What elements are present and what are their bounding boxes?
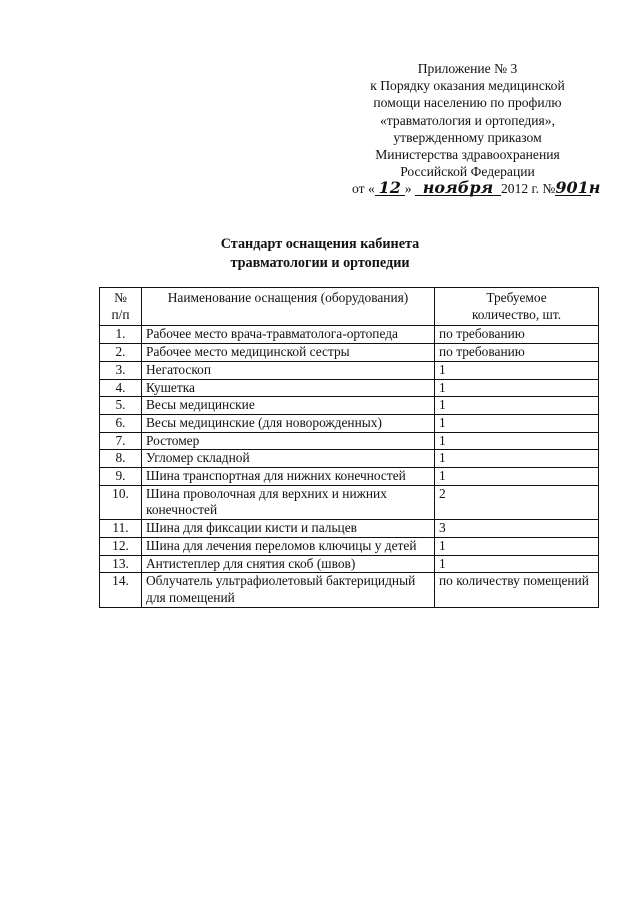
row-name: Негатоскоп xyxy=(142,361,435,379)
header-quantity xyxy=(435,288,599,326)
row-quantity: 1 xyxy=(435,555,599,573)
appendix-line: Министерства здравоохранения xyxy=(375,147,560,163)
order-number-handwritten: 901н xyxy=(555,178,601,198)
header-number-line1: № xyxy=(114,290,127,305)
table-row xyxy=(100,520,599,538)
row-quantity: по требованию xyxy=(435,344,599,362)
table-row xyxy=(100,555,599,573)
row-quantity: 1 xyxy=(435,397,599,415)
row-name: Весы медицинские xyxy=(142,397,435,415)
order-date-line xyxy=(330,180,605,197)
table-row xyxy=(100,379,599,397)
table-row xyxy=(100,432,599,450)
row-number: 9. xyxy=(100,468,142,486)
row-name: Облучатель ультрафиолетовый бактерицидный для помещений xyxy=(142,573,435,607)
title-line-2: травматологии и ортопедии xyxy=(230,254,410,271)
table-row xyxy=(100,485,599,519)
appendix-line: Российской Федерации xyxy=(400,164,535,180)
row-number: 10. xyxy=(100,485,142,519)
row-name: Угломер складной xyxy=(142,450,435,468)
row-number: 2. xyxy=(100,344,142,362)
row-name: Шина для фиксации кисти и пальцев xyxy=(142,520,435,538)
order-day-handwritten: 12 xyxy=(375,181,405,196)
header-quantity-line2: количество, шт. xyxy=(471,306,562,322)
appendix-line: «травматология и ортопедия», xyxy=(380,112,555,128)
appendix-line: помощи населению по профилю xyxy=(373,95,562,111)
row-name: Ростомер xyxy=(142,432,435,450)
row-quantity: по требованию xyxy=(435,326,599,344)
row-quantity: по количеству помещений xyxy=(435,573,599,607)
appendix-line: утвержденному приказом xyxy=(393,129,542,145)
header-quantity-line1: Требуемое xyxy=(486,290,547,305)
table-row xyxy=(100,326,599,344)
row-number: 1. xyxy=(100,326,142,344)
table-row xyxy=(100,450,599,468)
order-prefix: от « xyxy=(352,181,375,197)
header-number xyxy=(100,288,142,326)
table-row xyxy=(100,414,599,432)
row-number: 6. xyxy=(100,414,142,432)
row-quantity: 1 xyxy=(435,432,599,450)
row-number: 13. xyxy=(100,555,142,573)
row-quantity: 1 xyxy=(435,414,599,432)
table-row xyxy=(100,573,599,607)
table-row xyxy=(100,361,599,379)
row-quantity: 1 xyxy=(435,450,599,468)
row-quantity: 1 xyxy=(435,379,599,397)
row-name: Шина транспортная для нижних конечностей xyxy=(142,468,435,486)
row-quantity: 1 xyxy=(435,361,599,379)
header-number-line2: п/п xyxy=(111,306,130,322)
order-year-text: 2012 г. № xyxy=(500,181,556,197)
row-name: Шина для лечения переломов ключицы у детей xyxy=(142,537,435,555)
row-name: Весы медицинские (для новорожденных) xyxy=(142,414,435,432)
row-name: Рабочее место медицинской сестры xyxy=(142,344,435,362)
row-number: 12. xyxy=(100,537,142,555)
order-month-handwritten: ноября xyxy=(415,181,501,196)
row-quantity: 2 xyxy=(435,485,599,519)
appendix-line: к Порядку оказания медицинской xyxy=(370,78,565,94)
row-name: Шина проволочная для верхних и нижних конечностей xyxy=(142,485,435,519)
appendix-header xyxy=(330,60,605,198)
row-quantity: 1 xyxy=(435,468,599,486)
row-number: 5. xyxy=(100,397,142,415)
row-number: 8. xyxy=(100,450,142,468)
row-name: Кушетка xyxy=(142,379,435,397)
row-quantity: 1 xyxy=(435,537,599,555)
title-line-1: Стандарт оснащения кабинета xyxy=(220,236,420,252)
appendix-line: Приложение № 3 xyxy=(417,61,518,76)
row-quantity: 3 xyxy=(435,520,599,538)
row-number: 4. xyxy=(100,379,142,397)
order-mid: » xyxy=(404,181,412,197)
row-name: Рабочее место врача-травматолога-ортопеда xyxy=(142,326,435,344)
equipment-table xyxy=(99,287,599,608)
row-number: 11. xyxy=(100,520,142,538)
row-number: 14. xyxy=(100,573,142,607)
document-title xyxy=(0,235,640,272)
table-row xyxy=(100,468,599,486)
table-row xyxy=(100,537,599,555)
row-number: 3. xyxy=(100,361,142,379)
header-name-text: Наименование оснащения (оборудования) xyxy=(167,290,409,305)
table-header-row xyxy=(100,288,599,326)
row-name: Антистеплер для снятия скоб (швов) xyxy=(142,555,435,573)
table-row xyxy=(100,397,599,415)
row-number: 7. xyxy=(100,432,142,450)
header-name xyxy=(142,288,435,326)
table-row xyxy=(100,344,599,362)
